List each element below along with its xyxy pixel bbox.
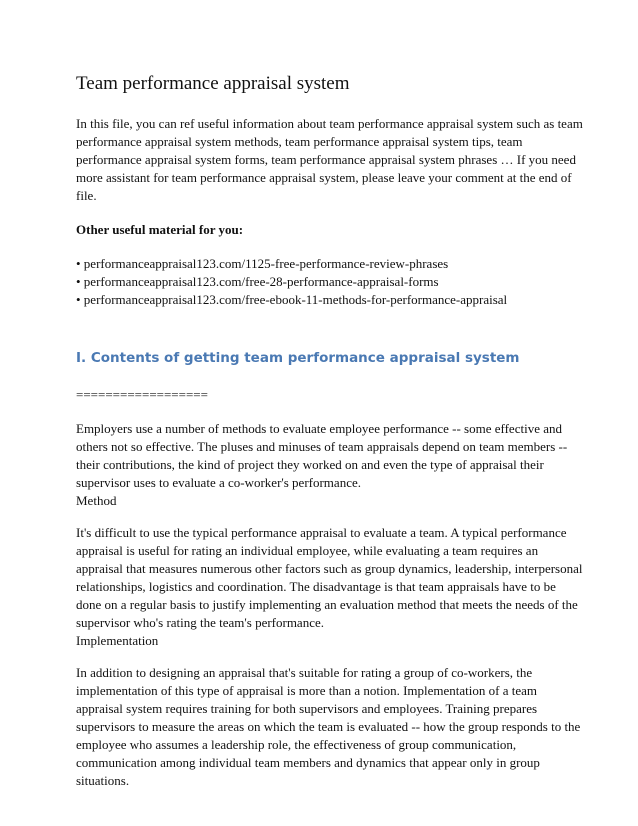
document-page <box>76 72 583 790</box>
page-title: Team performance appraisal system <box>76 73 350 94</box>
paragraph-line: supervisors to measure the areas on which the team is evaluated -- how the group responds to the <box>76 719 581 734</box>
useful-links-list <box>76 255 568 309</box>
useful-link[interactable]: • performanceappraisal123.com/1125-free-performance-review-phrases <box>76 256 449 271</box>
intro-line: In this file, you can ref useful information about team performance appraisal system such as team <box>76 116 583 131</box>
paragraph-line: relationships, logistics and coordination. The disadvantage is that team appraisals have to be <box>76 579 556 594</box>
intro-line: more assistant for team performance appraisal system, please leave your comment at the end of <box>76 170 572 185</box>
paragraph-line: appraisal that measures numerous other factors such as group dynamics, leadership, interpersonal <box>76 561 583 576</box>
paragraph-method <box>76 524 583 632</box>
other-material-label: Other useful material for you: <box>76 222 244 237</box>
paragraph-line: appraisal system requires training for both supervisors and employees. Training prepares <box>76 701 538 716</box>
paragraph-line: done on a regular basis to justify implementing an evaluation method that meets the needs of the <box>76 597 578 612</box>
paragraph-line: supervisor uses to evaluate a co-worker's performance. <box>76 475 361 490</box>
paragraph-line: situations. <box>76 773 130 788</box>
intro-line: file. <box>76 188 97 203</box>
intro-paragraph <box>76 115 583 205</box>
paragraph-line: In addition to designing an appraisal that's suitable for rating a group of co-workers, the <box>76 665 533 680</box>
paragraph-line: others not so effective. The pluses and minuses of team appraisals depend on team members -- <box>76 439 568 454</box>
intro-line: performance appraisal system methods, team performance appraisal system tips, team <box>76 134 523 149</box>
paragraph-employers <box>76 420 568 492</box>
paragraph-line: employee who assumes a leadership role, the effectiveness of group communication, <box>76 737 517 752</box>
paragraph-line: Employers use a number of methods to evaluate employee performance -- some effective and <box>76 421 562 436</box>
paragraph-line: communication among individual team members and dynamics that appear only in group <box>76 755 540 770</box>
subheading-method: Method <box>76 493 117 508</box>
paragraph-line: appraisal is useful for rating an individual employee, while evaluating a team requires an <box>76 543 539 558</box>
paragraph-line: It's difficult to use the typical performance appraisal to evaluate a team. A typical performance <box>76 525 567 540</box>
paragraph-implementation <box>76 664 581 790</box>
useful-link[interactable]: • performanceappraisal123.com/free-28-performance-appraisal-forms <box>76 274 439 289</box>
paragraph-line: their contributions, the kind of project they worked on and even the type of appraisal their <box>76 457 544 472</box>
paragraph-line: implementation of this type of appraisal is more than a notion. Implementation of a team <box>76 683 538 698</box>
useful-link[interactable]: • performanceappraisal123.com/free-ebook-11-methods-for-performance-appraisal <box>76 292 508 307</box>
section-heading: I. Contents of getting team performance appraisal system <box>76 350 520 366</box>
intro-line: performance appraisal system forms, team performance appraisal system phrases … If you need <box>76 152 576 167</box>
paragraph-line: supervisor who's rating the team's performance. <box>76 615 324 630</box>
subheading-implementation: Implementation <box>76 633 159 648</box>
separator-line: ================== <box>76 387 208 402</box>
